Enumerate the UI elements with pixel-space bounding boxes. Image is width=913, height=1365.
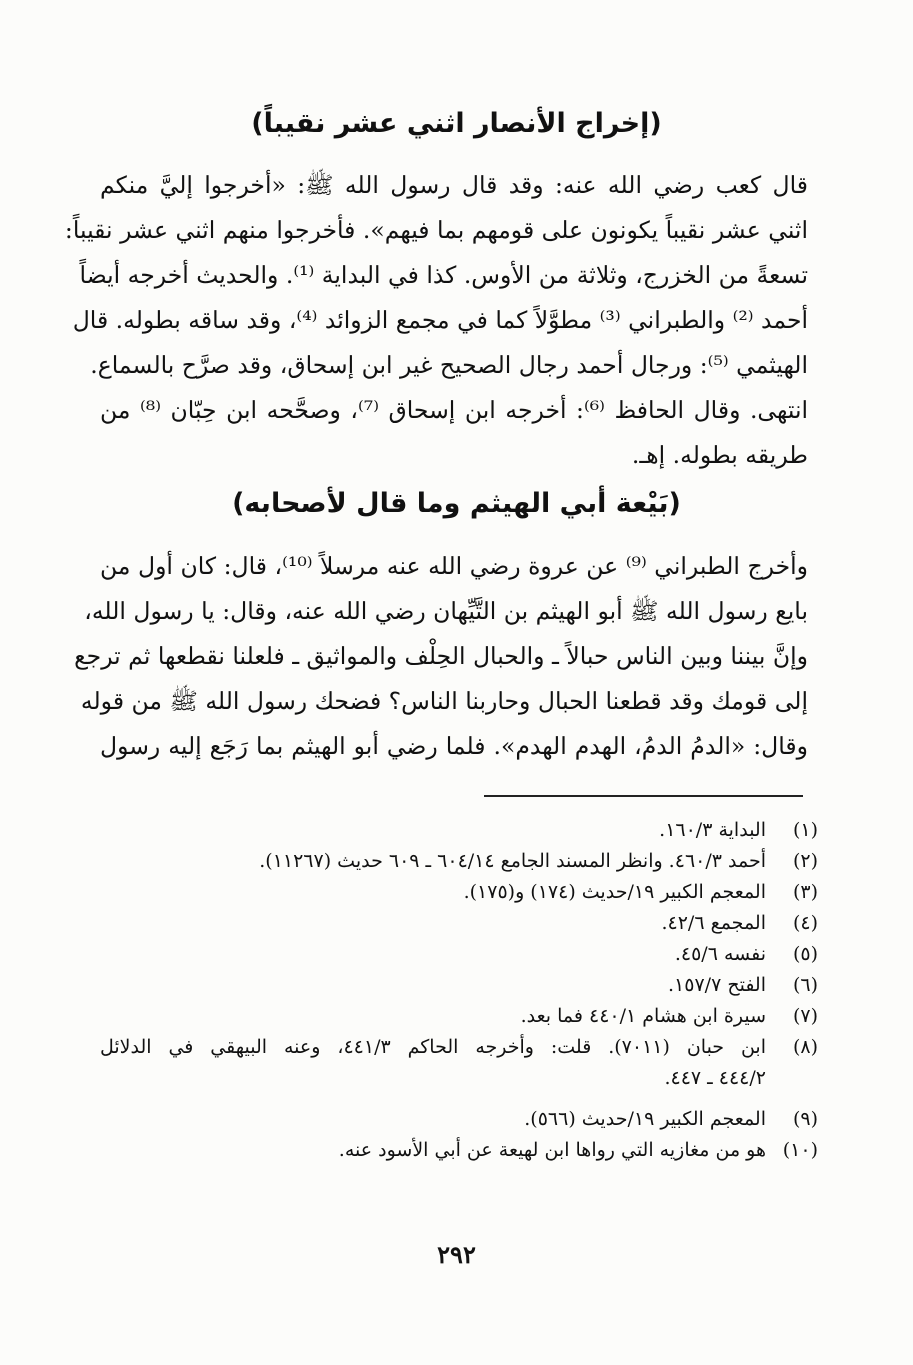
- footnote-item: [100, 846, 818, 877]
- footnotes: [100, 815, 818, 1166]
- footnote-item: [100, 877, 818, 908]
- footnote-item: [100, 1135, 818, 1166]
- footnote-item: [100, 970, 818, 1001]
- footnote-text: نفسه ٤٥/٦.: [674, 943, 766, 965]
- text-line: انتهى. وقال الحافظ ⁽⁶⁾: أخرجه ابن إسحاق ⁽⁷⁾، وصحَّحه ابن حِبّان ⁽⁸⁾ من: [100, 396, 809, 424]
- text-line: وقال: «الدمُ الدمُ، الهدم الهدم». فلما رضي أبو الهيثم بما رَجَع إليه رسول: [100, 732, 808, 760]
- footnote-text: هو من مغازيه التي رواها ابن لهيعة عن أبي الأسود عنه.: [338, 1139, 766, 1161]
- footnote-text: المعجم الكبير ١٩/حديث (٥٦٦).: [524, 1108, 766, 1130]
- text-line: اثني عشر نقيباً يكونون على قومهم بما فيهم». فأخرجوا منهم اثني عشر نقيباً:: [64, 216, 808, 244]
- paragraph-nuqaba: [64, 163, 809, 478]
- footnote-item: [100, 908, 818, 939]
- footnote-text: المعجم الكبير ١٩/حديث (١٧٤) و(١٧٥).: [463, 881, 766, 903]
- footnote-number: (٣): [792, 881, 818, 903]
- footnote-item: [100, 815, 818, 846]
- footnote-divider: [484, 795, 803, 797]
- paragraph-abu-al-haytham: [74, 544, 808, 769]
- footnote-text: أحمد ٤٦٠/٣. وانظر المسند الجامع ٦٠٤/١٤ ـ ٦٠٩ حديث (١١٢٦٧).: [259, 850, 766, 872]
- footnote-number: (٢): [792, 850, 818, 872]
- text-line: قال كعب رضي الله عنه: وقد قال رسول الله ﷺ: «أخرجوا إليَّ منكم: [100, 171, 808, 199]
- footnote-number: (١٠): [782, 1139, 818, 1161]
- footnote-number: (٧): [792, 1005, 818, 1027]
- footnote-text: المجمع ٤٢/٦.: [661, 912, 766, 934]
- section-title-abu-al-haytham: (بَيْعة أبي الهيثم وما قال لأصحابه): [232, 488, 681, 519]
- footnote-number: (٤): [792, 912, 818, 934]
- footnote-number: (٥): [792, 943, 818, 965]
- footnote-text: البداية ١٦٠/٣.: [659, 819, 766, 841]
- footnote-number: (٦): [792, 974, 818, 996]
- text-line: طريقه بطوله. إهـ.: [631, 441, 808, 469]
- footnote-item: [100, 1104, 818, 1135]
- footnote-number: (٩): [792, 1108, 818, 1130]
- footnote-item: [100, 1001, 818, 1032]
- footnote-item: [100, 1032, 818, 1094]
- footnote-text: الفتح ١٥٧/٧.: [668, 974, 766, 996]
- text-line: تسعةً من الخزرج، وثلاثة من الأوس. كذا في البداية ⁽¹⁾. والحديث أخرجه أيضاً: [79, 261, 808, 289]
- text-line: بايع رسول الله ﷺ أبو الهيثم بن التَّيِّهان رضي الله عنه، وقال: يا رسول الله،: [84, 597, 808, 625]
- footnote-number: (١): [792, 819, 818, 841]
- section-title-nuqaba: (إخراج الأنصار اثني عشر نقيباً): [251, 108, 662, 139]
- footnote-text: ابن حبان (٧٠١١). قلت: وأخرجه الحاكم ٤٤١/٣، وعنه البيهقي في الدلائل: [100, 1036, 766, 1058]
- footnote-item: [100, 939, 818, 970]
- text-line: إلى قومك وقد قطعنا الحبال وحاربنا الناس؟ فضحك رسول الله ﷺ من قوله: [80, 687, 808, 715]
- footnote-text: ٤٤٤/٢ ـ ٤٤٧.: [664, 1067, 766, 1089]
- text-line: وأخرج الطبراني ⁽⁹⁾ عن عروة رضي الله عنه مرسلاً ⁽¹⁰⁾، قال: كان أول من: [100, 552, 808, 580]
- text-line: أحمد ⁽²⁾ والطبراني ⁽³⁾ مطوَّلاً كما في مجمع الزوائد ⁽⁴⁾، وقد ساقه بطوله. قال: [72, 306, 808, 334]
- footnote-text: سيرة ابن هشام ٤٤٠/١ فما بعد.: [520, 1005, 766, 1027]
- footnote-number: (٨): [792, 1036, 818, 1058]
- text-line: الهيثمي ⁽⁵⁾: ورجال أحمد رجال الصحيح غير ابن إسحاق، وقد صرَّح بالسماع.: [90, 351, 808, 379]
- text-line: وإنَّ بيننا وبين الناس حبالاً ـ والحبال الحِلْف والمواثيق ـ فلعلنا نقطعها ثم ترجع: [74, 642, 808, 670]
- page-number: ٢٩٢: [437, 1240, 476, 1269]
